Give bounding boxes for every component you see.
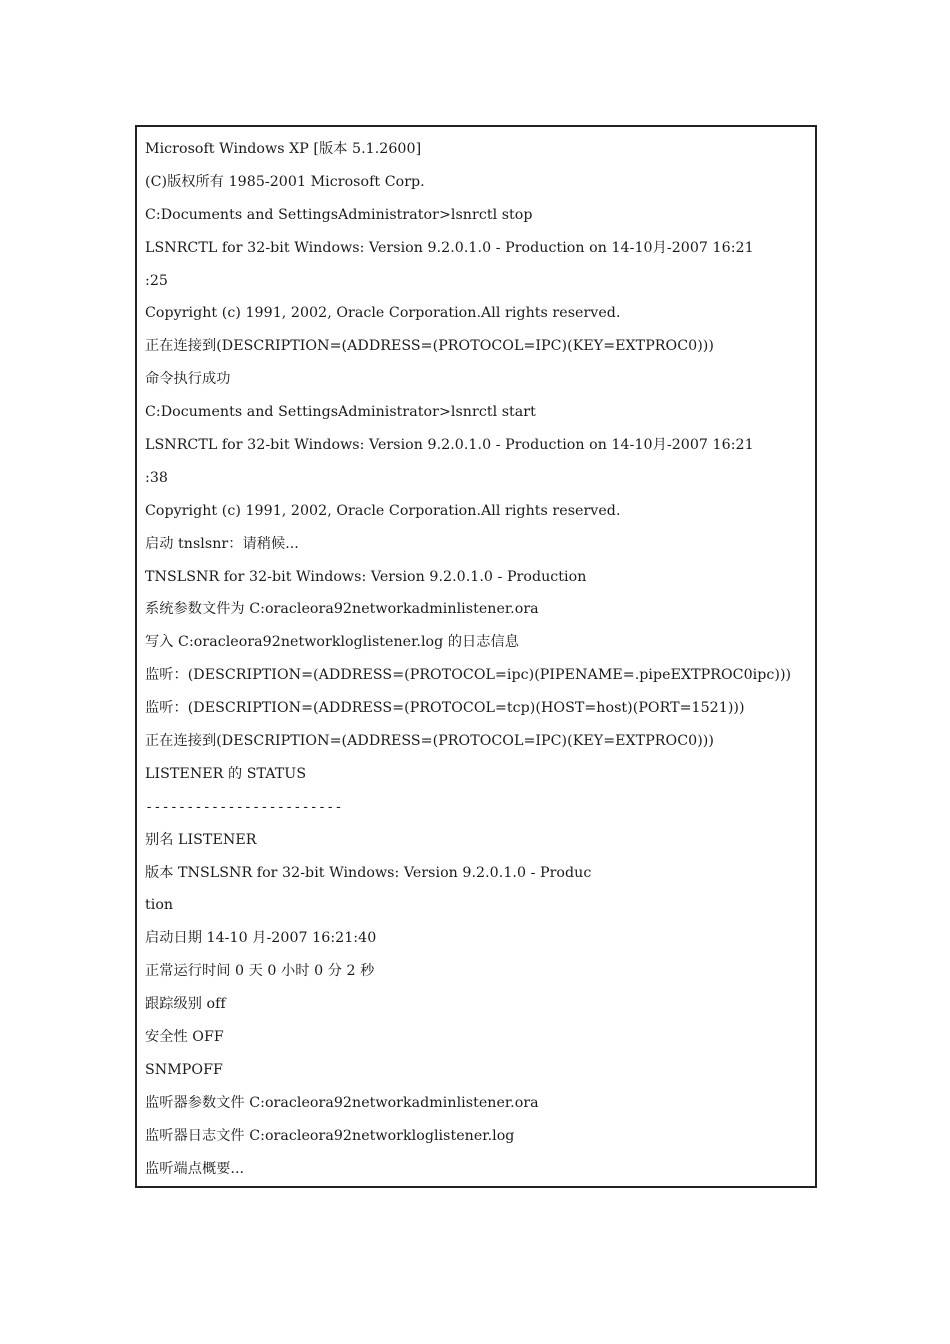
console-line: 启动 tnslsnr：请稍候... <box>145 535 299 552</box>
console-line: 版本 TNSLSNR for 32-bit Windows: Version 9.2.0.1.0 - Produc <box>145 864 592 881</box>
console-line: 监听端点概要... <box>145 1160 245 1177</box>
console-line: Copyright (c) 1991, 2002, Oracle Corporation.All rights reserved. <box>145 502 621 519</box>
console-line: 别名 LISTENER <box>145 831 257 848</box>
console-line: 正在连接到(DESCRIPTION=(ADDRESS=(PROTOCOL=IPC)(KEY=EXTPROC0))) <box>145 733 714 750</box>
console-output-box <box>135 125 817 1188</box>
console-line: 命令执行成功 <box>145 371 231 388</box>
console-line: 系统参数文件为 C:oracleora92networkadminlistener.ora <box>145 601 539 618</box>
console-line: SNMPOFF <box>145 1061 223 1078</box>
console-lines <box>145 133 807 1186</box>
console-line: 启动日期 14-10 月-2007 16:21:40 <box>145 930 377 947</box>
console-line: 安全性 OFF <box>145 1029 224 1046</box>
console-line: :38 <box>145 469 168 486</box>
console-line: 监听器参数文件 C:oracleora92networkadminlistener.ora <box>145 1094 539 1111</box>
console-line: C:Documents and SettingsAdministrator>lsnrctl stop <box>145 206 533 223</box>
console-line: 监听器日志文件 C:oracleora92networkloglistener.log <box>145 1127 515 1144</box>
console-line: Microsoft Windows XP [版本 5.1.2600] <box>145 141 422 157</box>
console-line: LISTENER 的 STATUS <box>145 765 307 782</box>
console-line: LSNRCTL for 32-bit Windows: Version 9.2.0.1.0 - Production on 14-10月-2007 16:21 <box>145 437 754 454</box>
console-line: 跟踪级别 off <box>145 996 226 1013</box>
console-separator: ------------------------ <box>145 798 343 815</box>
console-line: 正在连接到(DESCRIPTION=(ADDRESS=(PROTOCOL=IPC)(KEY=EXTPROC0))) <box>145 338 714 355</box>
console-line: TNSLSNR for 32-bit Windows: Version 9.2.0.1.0 - Production <box>145 568 587 585</box>
console-line: (C)版权所有 1985-2001 Microsoft Corp. <box>145 173 425 190</box>
console-line: LSNRCTL for 32-bit Windows: Version 9.2.0.1.0 - Production on 14-10月-2007 16:21 <box>145 239 754 256</box>
console-line: 监听：(DESCRIPTION=(ADDRESS=(PROTOCOL=ipc)(PIPENAME=.pipeEXTPROC0ipc))) <box>145 667 792 684</box>
console-line: 写入 C:oracleora92networkloglistener.log 的日志信息 <box>145 634 520 651</box>
console-line: 正常运行时间 0 天 0 小时 0 分 2 秒 <box>145 963 375 980</box>
console-line: :25 <box>145 272 168 289</box>
console-line: C:Documents and SettingsAdministrator>lsnrctl start <box>145 404 536 421</box>
console-line: tion <box>145 897 174 914</box>
console-line: 监听：(DESCRIPTION=(ADDRESS=(PROTOCOL=tcp)(HOST=host)(PORT=1521))) <box>145 700 745 717</box>
console-line: Copyright (c) 1991, 2002, Oracle Corporation.All rights reserved. <box>145 305 621 322</box>
